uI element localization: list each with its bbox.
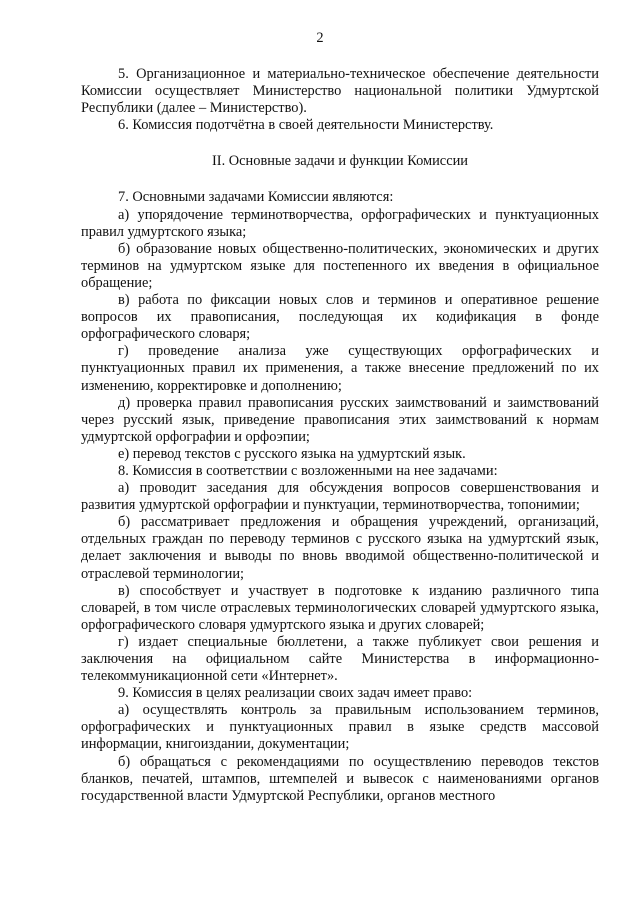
- page-number: 2: [316, 30, 324, 46]
- document-body: [81, 66, 599, 805]
- paragraph-item-7b: б) образование новых общественно-политических, экономических и других терминов на удмуртском языке для постепенного их введения в официальное обращение;: [81, 240, 599, 291]
- paragraph-item-8v: в) способствует и участвует в подготовке к изданию различного типа словарей, в том числе отраслевых терминологических словарей удмуртского языка, орфографического словаря удмуртского языка и других словарей;: [81, 582, 599, 633]
- paragraph-item-7v: в) работа по фиксации новых слов и терминов и оперативное решение вопросов их правописания, последующая их кодификация в фонде орфографического словаря;: [81, 292, 599, 343]
- paragraph-organizational-support: 5. Организационное и материально-техническое обеспечение деятельности Комиссии осуществляет Министерство национальной политики Удмуртской Республики (далее – Министерство).: [81, 66, 599, 117]
- paragraph-accountability: 6. Комиссия подотчётна в своей деятельности Министерству.: [118, 117, 494, 134]
- paragraph-item-8g: г) издает специальные бюллетени, а также публикует свои решения и заключения на официальном сайте Министерства в информационно-телекоммуникационной сети «Интернет».: [81, 633, 599, 685]
- paragraph-item-9a: а) осуществлять контроль за правильным использованием терминов, орфографических и пунктуационных правил в языке средств массовой информации, книгоиздании, документации;: [81, 702, 599, 753]
- paragraph-item-7a: а) упорядочение терминотворчества, орфографических и пунктуационных правил удмуртского языка;: [81, 206, 599, 240]
- paragraph-item-8b: б) рассматривает предложения и обращения учреждений, организаций, отдельных граждан по переводу терминов с русского языка на удмуртский язык, делает заключения и выводы по вновь вводимой общественно-политической и отраслевой терминологии;: [81, 514, 599, 582]
- paragraph-item-8: 8. Комиссия в соответствии с возложенными на нее задачами:: [118, 462, 498, 479]
- paragraph-item-9b: б) обращаться с рекомендациями по осуществлению переводов текстов бланков, печатей, штампов, штемпелей и вывесок с наименованиями органов государственной власти Удмуртской Республики, органов местного: [81, 753, 599, 804]
- paragraph-item-7d: д) проверка правил правописания русских заимствований и заимствований через русский язык, приведение правописания этих заимствований к нормам удмуртской орфографии и орфоэпии;: [81, 394, 599, 445]
- paragraph-item-7: 7. Основными задачами Комиссии являются:: [118, 189, 394, 206]
- paragraph-item-7e: е) перевод текстов с русского языка на удмуртский язык.: [118, 445, 466, 462]
- section-heading: II. Основные задачи и функции Комиссии: [212, 153, 468, 170]
- paragraph-item-9: 9. Комиссия в целях реализации своих задач имеет право:: [118, 685, 473, 702]
- paragraph-item-7g: г) проведение анализа уже существующих орфографических и пунктуационных правил их применения, а также внесение предложений по их изменению, корректировке и дополнению;: [81, 343, 599, 394]
- paragraph-item-8a: а) проводит заседания для обсуждения вопросов совершенствования и развития удмуртской орфографии и пунктуации, терминотворчества, топонимии;: [81, 480, 599, 514]
